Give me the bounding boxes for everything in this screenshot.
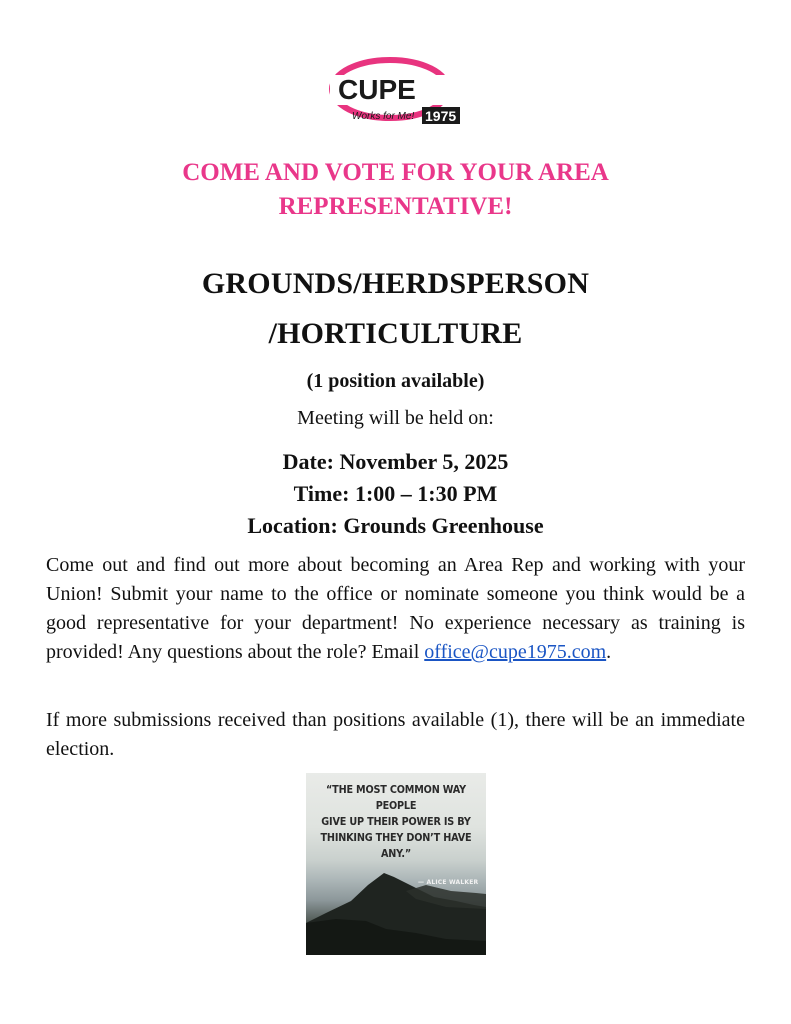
quote-text: [313, 782, 479, 862]
meeting-time: Time: 1:00 – 1:30 PM: [293, 481, 498, 506]
meeting-date: Date: November 5, 2025: [282, 449, 509, 474]
body-paragraph-1-text: Come out and find out more about becoming an Area Rep and working with your Union! Submit your name to the office or nominate someone you think would be a good representative for your department! No experience necessary as training is provided! Any questions about the role? Email: [46, 554, 745, 663]
position-title-line-1: GROUNDS/HERDSPERSON: [201, 267, 590, 300]
logo-name: CUPE: [338, 74, 416, 105]
meeting-intro: Meeting will be held on:: [297, 407, 494, 429]
quote-author: — ALICE WALKER: [418, 879, 479, 886]
logo-tagline: Works for Me!: [352, 111, 415, 122]
email-link[interactable]: office@cupe1975.com: [424, 641, 607, 663]
quote-line-3: THINKING THEY DON’T HAVE ANY.”: [320, 832, 472, 860]
body-paragraph-1: [46, 551, 745, 667]
headline-line-2: REPRESENTATIVE!: [278, 193, 513, 220]
meeting-location: Location: Grounds Greenhouse: [247, 513, 544, 538]
positions-available-note: (1 position available): [306, 370, 485, 392]
headline-line-1: COME AND VOTE FOR YOUR AREA: [182, 159, 609, 186]
cupe-logo: [328, 55, 464, 129]
logo-local-number: 1975: [425, 108, 457, 124]
quote-image: [306, 773, 486, 955]
position-title-line-2: /HORTICULTURE: [268, 317, 523, 350]
quote-line-2: GIVE UP THEIR POWER IS BY: [321, 816, 471, 828]
body-paragraph-2: If more submissions received than positions available (1), there will be an immediate election.: [46, 709, 745, 760]
body-paragraph-1-end: .: [606, 641, 612, 663]
quote-line-1: “THE MOST COMMON WAY PEOPLE: [325, 784, 466, 812]
